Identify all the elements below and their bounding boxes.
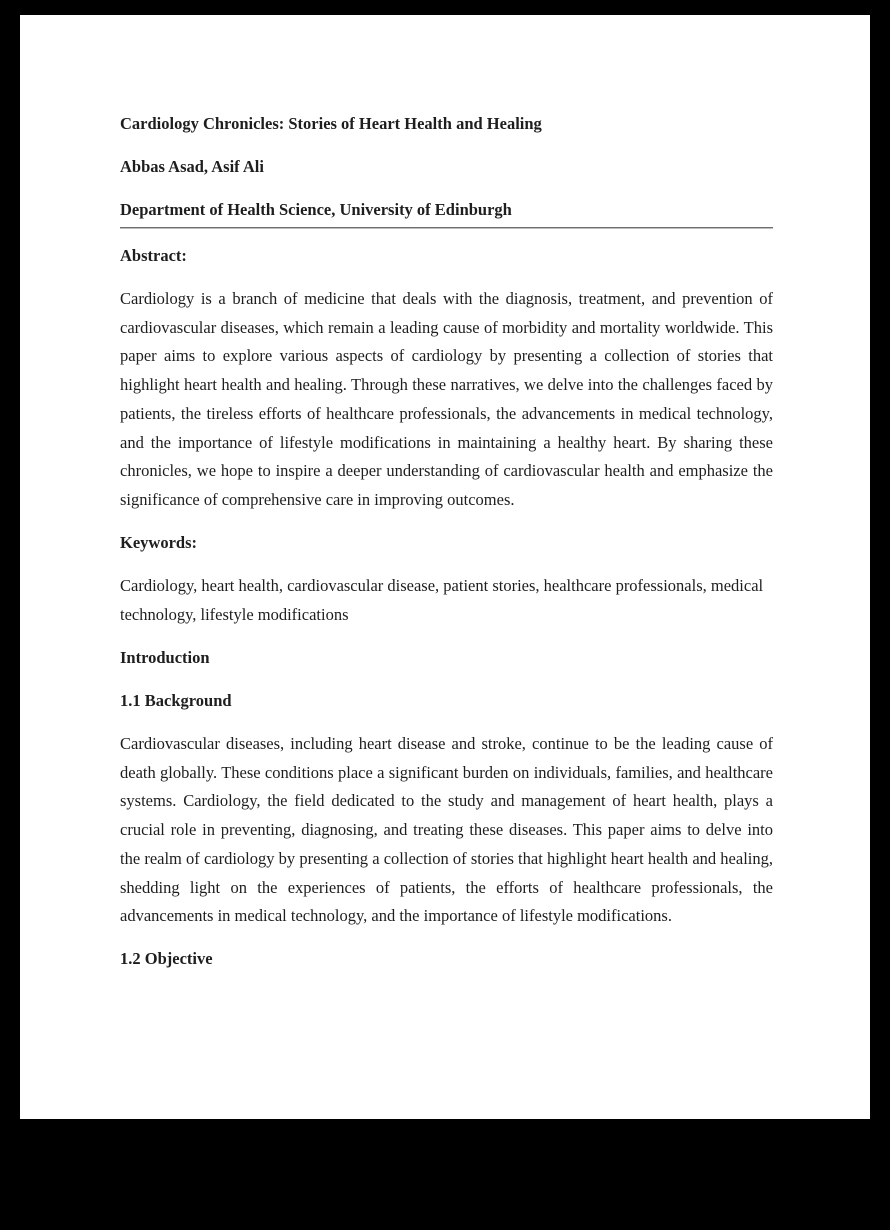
abstract-paragraph: Cardiology is a branch of medicine that deals with the diagnosis, treatment, and prevention of cardiovascular diseases, which remain a leading cause of morbidity and mortality worldwide. This paper aims to explore various aspects of cardiology by presenting a collection of stories that highlight heart health and healing. Through these narratives, we delve into the challenges faced by patients, the tireless efforts of healthcare professionals, the advancements in medical technology, and the importance of lifestyle modifications in maintaining a healthy heart. By sharing these chronicles, we hope to inspire a deeper understanding of cardiovascular health and emphasize the significance of comprehensive care in improving outcomes. bbox=[120, 288, 773, 509]
introduction-heading: Introduction bbox=[120, 647, 210, 667]
paper-title: Cardiology Chronicles: Stories of Heart Health and Healing bbox=[120, 114, 542, 133]
keywords-paragraph: Cardiology, heart health, cardiovascular disease, patient stories, healthcare professionals, medical technology, lifestyle modifications bbox=[120, 576, 764, 624]
keywords-heading: Keywords: bbox=[120, 533, 197, 552]
objective-heading: 1.2 Objective bbox=[120, 949, 213, 969]
background-paragraph: Cardiovascular diseases, including heart disease and stroke, continue to be the leading cause of death globally. These conditions place a significant burden on individuals, families, and healthcare systems. Cardiology, the field dedicated to the study and management of heart health, plays a crucial role in preventing, diagnosing, and treating these diseases. This paper aims to delve into the realm of cardiology by presenting a collection of stories that highlight heart health and healing, shedding light on the experiences of patients, the efforts of healthcare professionals, the advancements in medical technology, and the importance of lifestyle modifications. bbox=[120, 734, 773, 926]
background-heading: 1.1 Background bbox=[120, 690, 232, 710]
document-content bbox=[20, 15, 870, 974]
header-divider bbox=[120, 227, 773, 229]
paper-authors: Abbas Asad, Asif Ali bbox=[120, 157, 264, 177]
document-page bbox=[20, 15, 870, 1119]
abstract-heading: Abstract: bbox=[120, 245, 187, 265]
paper-affiliation: Department of Health Science, University of Edinburgh bbox=[120, 200, 512, 220]
